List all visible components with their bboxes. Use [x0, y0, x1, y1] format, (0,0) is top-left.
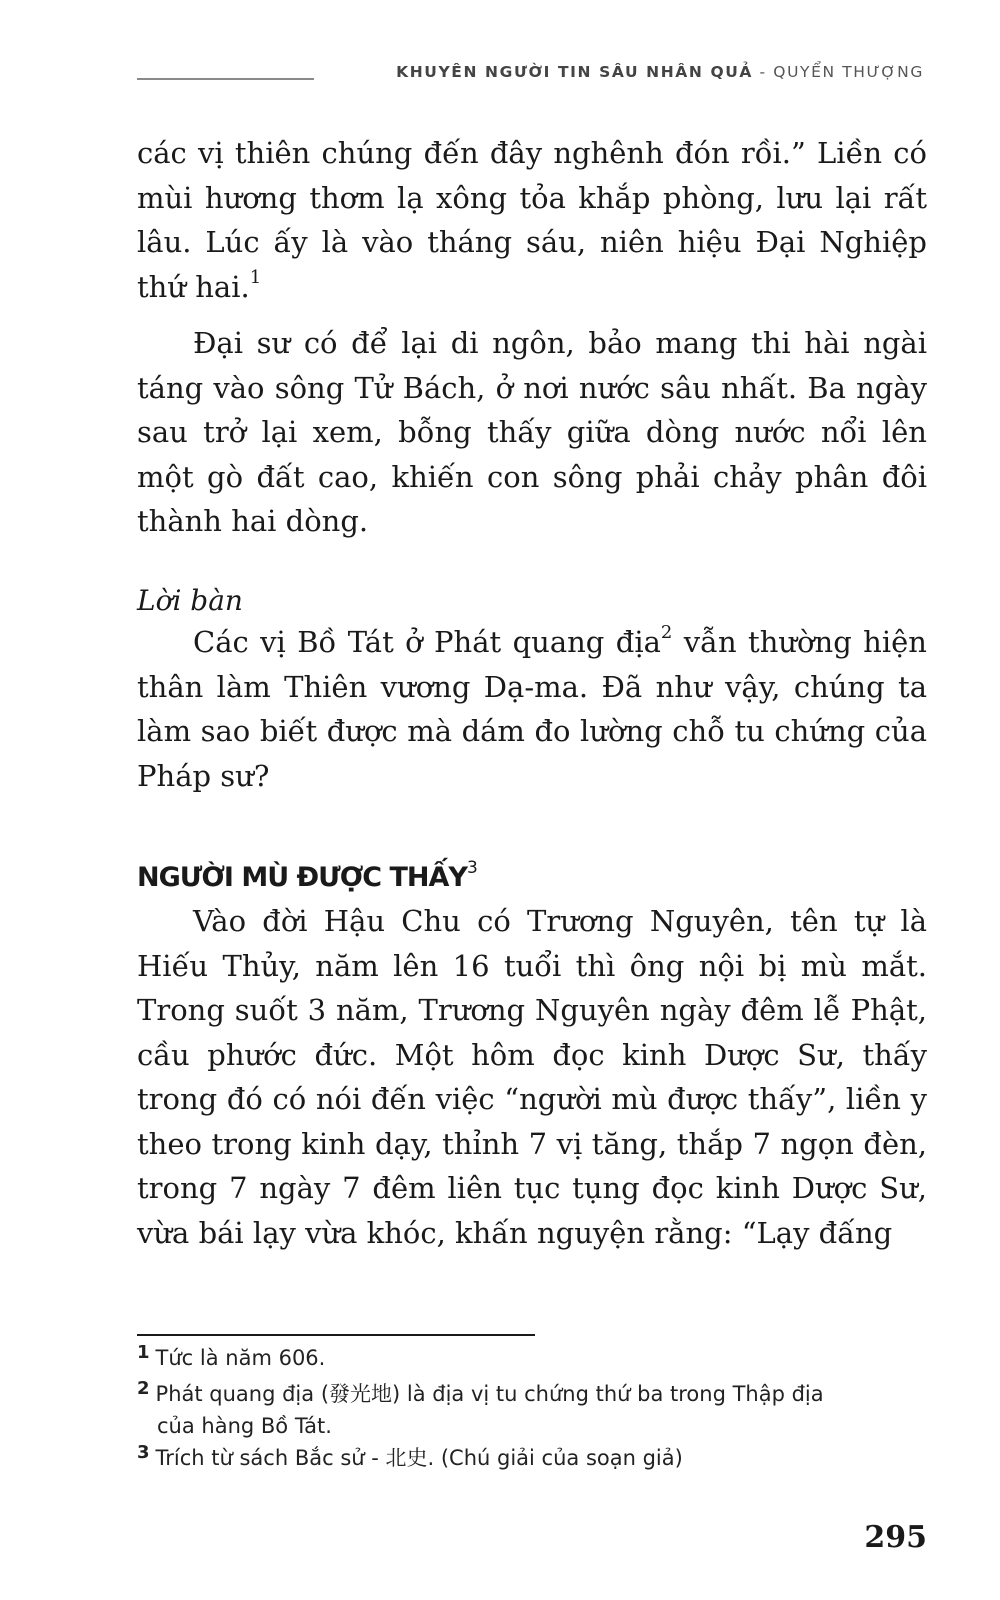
footnote-1-number: 1 [137, 1342, 150, 1363]
footnote-2-line1: Phát quang địa (發光地) là địa vị tu chứng thứ ba trong Thập địa [155, 1382, 824, 1406]
paragraph-1-text: các vị thiên chúng đến đây nghênh đón rồi.” Liền có mùi hương thơm lạ xông tỏa khắp phòng, lưu lại rất lâu. Lúc ấy là vào tháng sáu, niên hiệu Đại Nghiệp thứ hai. [137, 136, 927, 304]
footnote-2-number: 2 [137, 1378, 150, 1399]
footnote-3-text: Trích từ sách Bắc sử - 北史. (Chú giải của soạn giả) [155, 1446, 683, 1470]
volume-title: QUYỂN THƯỢNG [773, 63, 924, 81]
paragraph-1 [137, 131, 927, 309]
footnote-3 [137, 1443, 937, 1475]
book-title: KHUYÊN NGƯỜI TIN SÂU NHÂN QUẢ [396, 63, 754, 81]
footnote-3-number: 3 [137, 1442, 150, 1463]
footnote-ref-1: 1 [249, 266, 262, 288]
section-title [137, 858, 477, 893]
commentary-text-b: vẫn thường hiện thân làm Thiên vương Dạ-ma. Đã như vậy, chúng ta làm sao biết được mà dám đo lường chỗ tu chứng của Pháp sư? [137, 625, 927, 793]
footnote-ref-2: 2 [660, 622, 673, 644]
footnote-rule [137, 1334, 535, 1336]
footnote-ref-3: 3 [466, 858, 477, 878]
commentary-paragraph [137, 620, 927, 798]
footnote-2-line2: của hàng Bồ Tát. [157, 1414, 332, 1438]
paragraph-2: Đại sư có để lại di ngôn, bảo mang thi hài ngài táng vào sông Tử Bách, ở nơi nước sâu nhất. Ba ngày sau trở lại xem, bỗng thấy giữa dòng nước nổi lên một gò đất cao, khiến con sông phải chảy phân đôi thành hai dòng. [137, 326, 927, 538]
commentary-text-a: Các vị Bồ Tát ở Phát quang địa [193, 625, 661, 659]
footnote-1 [137, 1343, 937, 1375]
header-text [396, 63, 924, 81]
footnote-2 [137, 1379, 937, 1441]
running-header [0, 58, 1000, 88]
header-separator: - [753, 63, 774, 81]
section-paragraph: Vào đời Hậu Chu có Trương Nguyên, tên tự là Hiếu Thủy, năm lên 16 tuổi thì ông nội bị mù mắt. Trong suốt 3 năm, Trương Nguyên ngày đêm lễ Phật, cầu phước đức. Một hôm đọc kinh Dược Sư, thấy trong đó có nói đến việc “người mù được thấy”, liền y theo trong kinh dạy, thỉnh 7 vị tăng, thắp 7 ngọn đèn, trong 7 ngày 7 đêm liên tục tụng đọc kinh Dược Sư, vừa bái lạy vừa khóc, khấn nguyện rằng: “Lạy đấng [137, 904, 927, 1250]
page-number: 295 [864, 1520, 927, 1555]
section-title-text: NGƯỜI MÙ ĐƯỢC THẤY [137, 862, 467, 893]
header-rule [137, 78, 314, 80]
commentary-heading: Lời bàn [137, 584, 243, 617]
footnote-1-text: Tức là năm 606. [155, 1346, 326, 1370]
